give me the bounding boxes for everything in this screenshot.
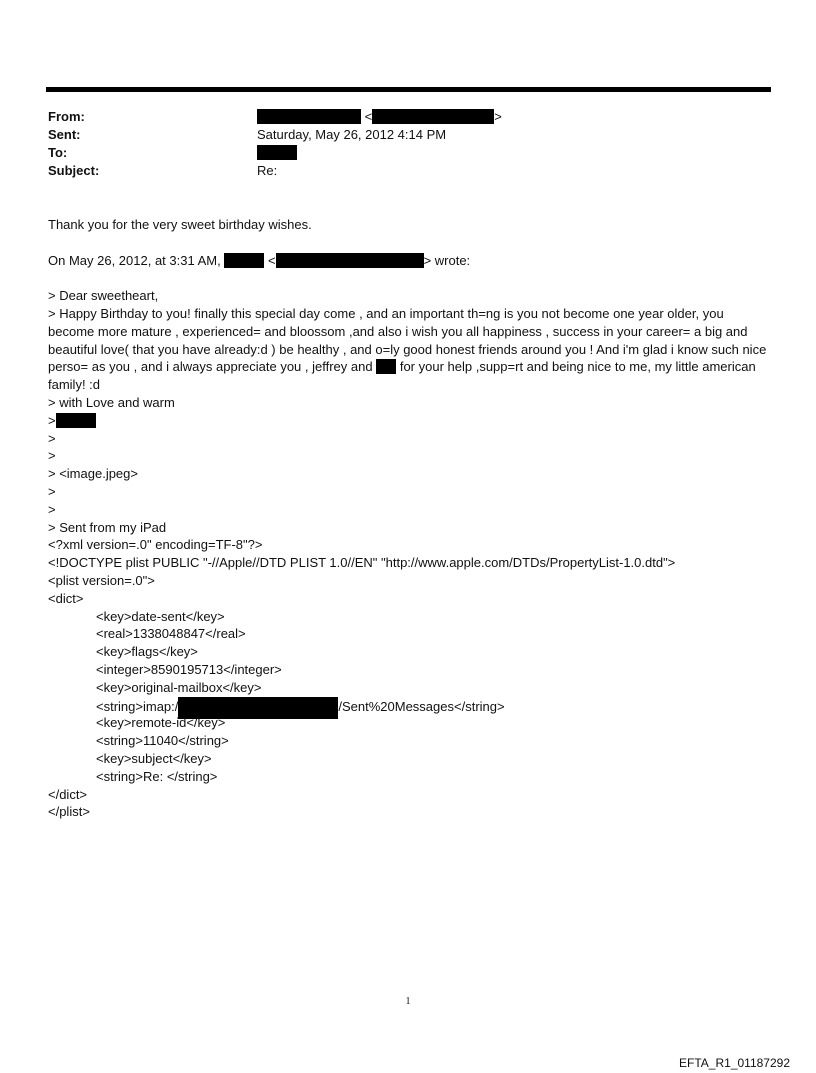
- xml-line: <plist version=.0">: [48, 572, 155, 588]
- redaction: [372, 109, 494, 124]
- bates-number: EFTA_R1_01187292: [679, 1056, 790, 1070]
- xml-line: <key>remote-id</key>: [96, 715, 226, 731]
- xml-line: <dict>: [48, 590, 84, 606]
- redaction: [376, 359, 396, 374]
- from-label: From:: [48, 109, 85, 124]
- xml-line: <string>imap:/ /Sent%20Messages</string>: [48, 697, 773, 715]
- xml-line: <string>Re: </string>: [96, 768, 218, 784]
- to-label: To:: [48, 145, 68, 160]
- quote-line: > with Love and warm: [48, 394, 175, 410]
- redaction: [56, 413, 96, 428]
- sent-from-line: > Sent from my iPad: [48, 519, 167, 535]
- quote-line: >: [48, 412, 773, 430]
- quote-line: >: [48, 501, 56, 517]
- sent-label: Sent:: [48, 127, 81, 142]
- quote-paragraph: > Happy Birthday to you! finally this special day come , and an important th=ng is you not become one year older, you become more mature , experienced= and bloossom ,and also i wish you all happiness , success in your career= a big and beautiful love( that you have already:d ) be healthy , and o=ly good honest friends around you ! And i'm glad i know such nice perso= as you , and i always appreciate you , jeffrey and for your help ,supp=rt and being nice to me, my little american family! :d: [48, 305, 767, 393]
- from-value: < >: [257, 108, 502, 126]
- redaction: [257, 109, 361, 124]
- xml-line: <string>11040</string>: [96, 733, 229, 749]
- quote-line: >: [48, 448, 56, 464]
- subject-value: Re:: [257, 163, 278, 178]
- to-value: [257, 144, 297, 162]
- redaction: [224, 253, 264, 268]
- quote-line: > Dear sweetheart,: [48, 288, 159, 304]
- quote-attribution: On May 26, 2012, at 3:31 AM, < > wrote:: [48, 252, 471, 268]
- quote-line: >: [48, 483, 56, 499]
- xml-line: <key>date-sent</key>: [96, 608, 225, 624]
- xml-line: </dict>: [48, 786, 88, 802]
- xml-line: </plist>: [48, 804, 90, 820]
- xml-line: <key>subject</key>: [96, 750, 212, 766]
- header-rule: [46, 87, 771, 92]
- xml-line: <!DOCTYPE plist PUBLIC "-//Apple//DTD PLIST 1.0//EN" "http://www.apple.com/DTDs/PropertyList-1.0.dtd">: [48, 555, 676, 571]
- sent-value: Saturday, May 26, 2012 4:14 PM: [257, 127, 447, 142]
- xml-line: <integer>8590195713</integer>: [96, 661, 282, 677]
- redaction: [257, 145, 297, 160]
- redaction: [276, 253, 424, 268]
- message-body: [48, 216, 773, 821]
- xml-line: <key>flags</key>: [96, 644, 198, 660]
- page-number: 1: [405, 996, 411, 1007]
- xml-line: <real>1338048847</real>: [96, 626, 246, 642]
- xml-line: <key>original-mailbox</key>: [96, 679, 262, 695]
- xml-line: <?xml version=.0" encoding=TF-8"?>: [48, 537, 263, 553]
- reply-text: Thank you for the very sweet birthday wishes.: [48, 217, 312, 232]
- image-attachment-text: > <image.jpeg>: [48, 466, 138, 482]
- subject-label: Subject:: [48, 163, 100, 178]
- quote-line: >: [48, 430, 56, 446]
